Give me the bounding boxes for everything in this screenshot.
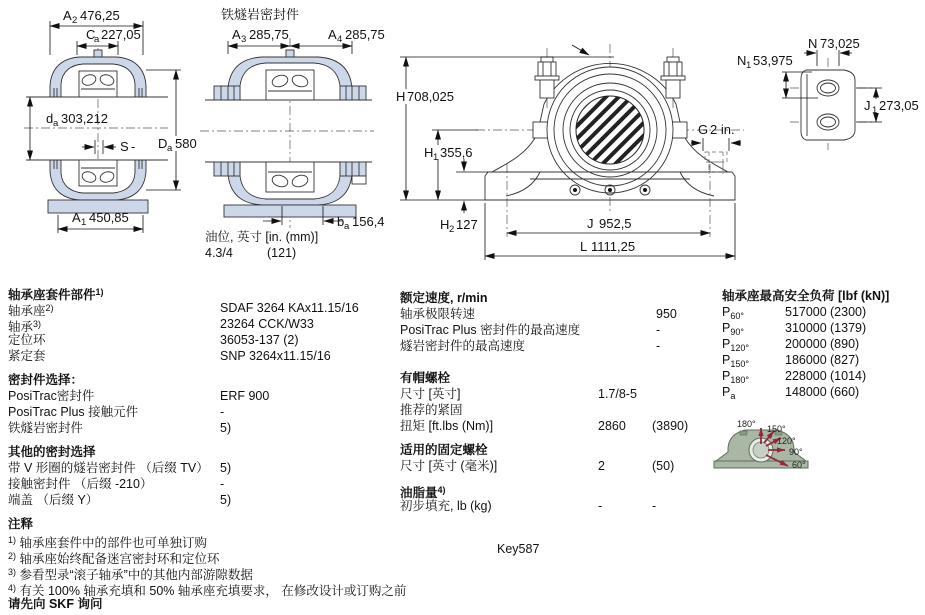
oil-level-line1: 油位, 英寸 [in. (mm)] [205,230,319,244]
dim-a3-sym: A [232,27,241,42]
spec-value: ERF 900 [220,389,270,403]
dim-da-shaft-sub: a [53,118,59,129]
dim-da-shaft [30,97,108,160]
spec-value: 36053-137 (2) [220,333,299,347]
safe-loads-title: 轴承座最高安全负荷 [lbf (kN)] [722,289,890,303]
spec-label: 轴承极限转速 [400,307,476,321]
angle-label-180: 180° [737,419,756,429]
spec-label: 推荐的紧固 [400,403,463,417]
spec-label: 扭矩 [ft.lbs (Nm)] [400,419,494,433]
spec-row-end-cover [8,492,396,508]
load-lbf: 200000 [785,337,827,351]
spec-label: 轴承座$^{2)}$ [8,303,54,318]
dim-s-sym: S [120,139,129,154]
spec-row-initial-fill [400,498,710,514]
oil-level-mm: (121) [267,246,297,260]
spec-row-taconite [8,420,396,436]
load-symbol: $P_{150^\circ}$ [722,353,749,369]
load-symbol: $P_{180^\circ}$ [722,369,749,385]
oil-level-note [205,229,318,260]
spec-label: 铁燧岩密封件 [8,421,84,435]
load-symbol: $P_{60^\circ}$ [722,305,744,321]
dim-j1 [856,88,919,122]
spec-row-taconite-speed [400,338,710,354]
taconite-seal-left [214,86,240,100]
taconite-view-drawing [200,7,385,260]
dim-a1-sym: A [72,210,81,225]
dim-a3 [228,27,290,54]
spec-value: 2 [598,459,605,473]
dim-n1-sym: N [737,53,747,68]
front-view-drawing [393,44,747,260]
oil-level-inch: 4.3/4 [205,246,233,260]
spec-value: 5) [220,421,232,435]
dim-n1-sub: 1 [746,60,752,71]
load-symbol: $P_{120^\circ}$ [722,337,749,353]
housing-kit-title [8,284,396,300]
dim-a4 [290,27,385,54]
spec-value-metric: (3890) [652,419,689,433]
dim-g [691,122,741,151]
spec-value: - [220,477,225,491]
spec-label: 带 V 形圈的燧岩密封件 （后缀 TV） [8,461,209,475]
spec-label: 端盖 （后缀 Y） [8,493,99,507]
dim-n-sym: N [808,36,818,51]
speed-ratings-title: 额定速度, r/min [400,291,488,305]
dim-g-sym: G [698,122,709,137]
load-kn: (660) [830,385,860,399]
footnote-3: $^{3)}$ 参看型录“滚子轴承”中的其他内部游隙数据 [8,567,253,582]
spec-value: - [220,405,225,419]
spec-row-limit-speed [400,306,710,322]
load-kn: (1379) [830,321,867,335]
dim-ca-sym: C [86,27,96,42]
notes-title: 注释 [8,517,34,531]
spec-value: 5) [220,461,232,475]
load-lbf: 228000 [785,369,827,383]
dim-ca [77,27,141,55]
spec-row-torque [400,418,710,434]
spec-row-fixing-bolt-size [400,458,710,474]
load-symbol: $P_{90^\circ}$ [722,321,744,337]
dim-ba-val: 156,4 [352,214,385,229]
dim-j-val: 952,5 [599,216,632,231]
dim-a2-sub: 2 [72,15,78,26]
dim-h1-sym: H [424,145,434,160]
right-specs-column [722,288,922,400]
dim-s [82,139,135,154]
load-row-p150 [722,352,922,368]
spec-label: 初步填充, lb (kg) [400,499,492,513]
cap-bolts-title: 有帽螺栓 [400,371,451,385]
load-kn: (827) [830,353,860,367]
dim-h1-sub: 1 [433,152,439,163]
dim-j1-sym: J [864,98,871,113]
dim-h2-val: 127 [456,217,478,232]
load-row-p60 [722,304,922,320]
spec-row-positrac-plus-speed [400,322,710,338]
dim-h2 [440,159,488,235]
taconite-seal-right [340,86,366,100]
spec-label: 紧定套 [8,349,46,363]
dim-ca-sub: a [94,34,100,45]
spec-row-positrac [8,388,396,404]
load-row-p180 [722,368,922,384]
spec-row-taconite-tv [8,460,396,476]
dim-l-val: 1111,25 [591,239,636,254]
spec-row-locating-ring [8,332,396,348]
footnote-2: $^{2)}$ 轴承座始终配备迷宫密封环和定位环 [8,551,220,566]
dim-ba-sym: b [337,214,345,229]
grease-title: 油脂量$^{4)}$ [400,485,446,500]
spec-value: - [656,339,661,353]
spec-row-bearing [8,316,396,332]
spec-label: 轴承$^{3)}$ [8,319,42,334]
spec-label: PosiTrac Plus 密封件的最高速度 [400,323,581,337]
dim-h2-sym: H [440,217,450,232]
load-direction-diagram [714,419,808,470]
dim-da-shaft-sym: d [46,111,54,126]
shaft-section-circle [576,96,644,164]
dim-da-housing-val: 580 [175,136,197,151]
dim-ba-sub: a [344,221,350,232]
spec-value: - [656,323,661,337]
spec-value: 950 [656,307,677,321]
fixing-bolts-title: 适用的固定螺栓 [400,443,488,457]
load-lbf: 148000 [785,385,827,399]
load-lbf: 186000 [785,353,827,367]
dim-a3-val: 285,75 [249,27,289,42]
spec-value: 5) [220,493,232,507]
dim-l-sym: L [580,239,588,254]
dim-a1-sub: 1 [81,217,87,228]
dim-j [507,216,710,233]
dim-j-sym: J [587,216,594,231]
load-kn: (1014) [830,369,867,383]
spec-value: 23264 CCK/W33 [220,317,314,331]
spec-label: 燧岩密封件的最高速度 [400,339,526,353]
dim-g-val: 2 in. [710,122,735,137]
load-kn: (890) [830,337,860,351]
angle-label-60: 60° [792,460,806,470]
dim-j1-sub: 1 [872,105,878,116]
spec-row-adapter-sleeve [8,348,396,364]
spec-row-positrac-plus [8,404,396,420]
spec-label: PosiTrac密封件 [8,389,95,403]
dim-h1 [421,130,478,200]
dim-h1-val: 355,6 [440,145,473,160]
dim-a2-val: 476,25 [80,8,120,23]
section-title-text: 轴承座套件部件 [8,288,96,302]
side-view-drawing [24,8,201,233]
middle-specs-column [400,290,710,514]
dim-h2-sub: 2 [449,224,455,235]
spec-label: 定位环 [8,333,46,347]
load-row-p120 [722,336,922,352]
load-lbf: 517000 [785,305,827,319]
dim-l [485,203,735,260]
load-row-p90 [722,320,922,336]
footnote-closing: 请先向 SKF 询问 [8,597,103,611]
footnote-1: $^{1)}$ 轴承座套件中的部件也可单独订购 [8,535,208,550]
dim-a4-val: 285,75 [345,27,385,42]
left-specs-column [8,284,407,612]
load-direction-canvas [712,412,922,490]
spec-label: 接触密封件 （后缀 -210） [8,477,153,491]
load-lbf: 310000 [785,321,827,335]
spec-value-metric: (50) [652,459,675,473]
key-reference: Key587 [497,542,540,556]
spec-value: SNP 3264x11.15/16 [220,349,331,363]
angle-label-90: 90° [789,447,803,457]
technical-drawings-canvas [0,0,925,278]
spec-value: 2860 [598,419,626,433]
load-row-pa [722,384,922,400]
angle-label-150: 150° [767,424,786,434]
grease-fitting-hidden [705,152,727,174]
spec-row-cap-bolt-size [400,386,710,402]
footnote-4: $^{4)}$ 有关 100% 轴承充填和 50% 轴承座充填要求， 在修改设计或订购之前 [8,583,407,598]
dim-h-val: 708,025 [407,89,454,104]
dim-a1-val: 450,85 [89,210,129,225]
dim-h-sym: H [396,89,406,104]
spec-row-housing [8,300,396,316]
dim-a4-sub: 4 [337,34,343,45]
dim-da-housing [146,70,201,190]
dim-a4-sym: A [328,27,337,42]
dim-j1-val: 273,05 [879,98,919,113]
angle-label-120: 120° [777,436,796,446]
taconite-title: 铁燧岩密封件 [221,7,300,22]
load-kn: (2300) [830,305,867,319]
footprint-view-drawing [737,36,919,150]
dim-a3-sub: 3 [241,34,247,45]
dim-da-shaft-val: 303,212 [61,111,108,126]
other-seals-title: 其他的密封选择 [8,445,96,459]
spec-row-contact-seal [8,476,396,492]
dim-da-housing-sym: D [158,136,168,151]
spec-label: PosiTrac Plus 接触元件 [8,405,139,419]
load-symbol: $P_a$ [722,385,736,401]
seal-selection-title: 密封件选择： [8,373,84,387]
spec-value: SDAF 3264 KAx11.15/16 [220,301,359,315]
spec-row-recommended-tightening [400,402,710,418]
footnote-marker: 1) [95,287,104,297]
dim-da-housing-sub: a [167,143,173,154]
spec-value: - [598,499,603,513]
dim-a2-sym: A [63,8,72,23]
spec-value-metric: - [652,499,657,513]
spec-label: 尺寸 [英寸 (毫米)] [400,459,498,473]
dim-n [804,36,860,66]
spec-label: 尺寸 [英寸] [400,387,461,401]
dim-ca-val: 227,05 [101,27,141,42]
dim-s-val: - [131,139,136,154]
side-fitting [352,176,366,184]
spec-value: 1.7/8-5 [598,387,637,401]
dim-n1-val: 53,975 [753,53,793,68]
dim-n-val: 73,025 [820,36,860,51]
